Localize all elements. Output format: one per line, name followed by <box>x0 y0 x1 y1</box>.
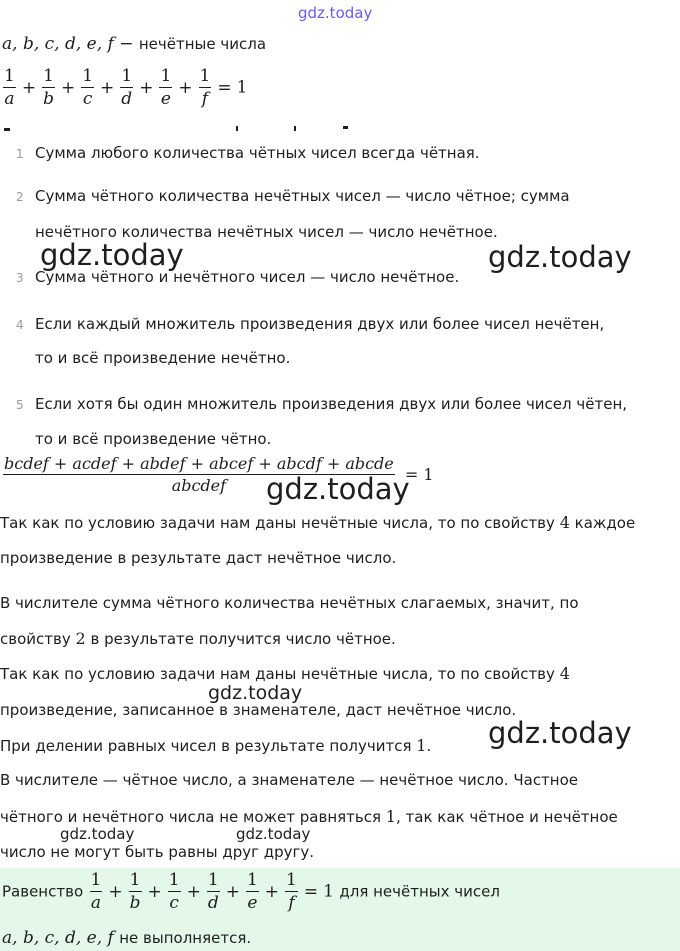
fraction-d: $\frac{1}{d}$ <box>121 66 133 109</box>
fraction-b: $\frac{1}{b}$ <box>129 870 141 913</box>
list-item: Если каждый множитель произведения двух или более чисел нечётен, <box>35 315 605 333</box>
conclusion-box <box>0 868 680 951</box>
intro-line <box>2 34 266 54</box>
paragraph-4: При делении равных чисел в результате получится 1. <box>0 736 432 755</box>
list-item-cont: то и всё произведение нечётно. <box>35 349 291 367</box>
conclusion-line-1: Равенство $\frac{1}{a}$ + $\frac{1}{b}$ + $\frac{1}{c}$ + $\frac{1}{d}$ + $\frac{1}{e}$ + $\frac{1}{f}$ = 1 для нечётных чисел <box>2 870 500 913</box>
fraction-e: $\frac{1}{e}$ <box>246 870 258 913</box>
watermark: gdz.today <box>266 472 410 506</box>
big-fraction-rhs: = 1 <box>404 465 434 484</box>
clipped-text-line <box>0 124 680 136</box>
watermark: gdz.today <box>488 240 632 274</box>
fraction-c: $\frac{1}{c}$ <box>168 870 180 913</box>
conclusion-line-2: a, b, c, d, e, f не выполняется. <box>2 928 252 948</box>
list-item-cont: нечётного количества нечётных чисел — число нечётное. <box>35 223 498 241</box>
paragraph-1-line-1: Так как по условию задачи нам даны нечётные числа, то по свойству 4 каждое <box>0 513 636 532</box>
list-item: Сумма чётного количества нечётных чисел — число чётное; сумма <box>35 187 570 205</box>
fraction-e: $\frac{1}{e}$ <box>160 66 172 109</box>
list-number: 5 <box>16 398 24 412</box>
paragraph-3-line-1: Так как по условию задачи нам даны нечётные числа, то по свойству 4 <box>0 664 570 683</box>
fraction-d: $\frac{1}{d}$ <box>207 870 219 913</box>
fraction-a: $\frac{1}{a}$ <box>90 870 102 913</box>
big-fraction-numerator: bcdef + acdef + abdef + abcef + abcdf + abcde <box>4 454 394 473</box>
list-item-cont: то и всё произведение чётно. <box>35 430 272 448</box>
list-item: Если хотя бы один множитель произведения двух или более чисел чётен, <box>35 395 628 413</box>
equation-rhs: 1 <box>236 77 248 98</box>
fraction-c: $\frac{1}{c}$ <box>82 66 94 109</box>
paragraph-3-line-2: произведение, записанное в знаменателе, даст нечётное число. <box>0 701 517 719</box>
list-item: Сумма чётного и нечётного чисел — число нечётное. <box>35 268 460 286</box>
watermark-top: gdz.today <box>298 4 373 22</box>
fraction-a: $\frac{1}{a}$ <box>4 66 15 109</box>
paragraph-5-line-1: В числителе — чётное число, а знаменателе — нечётное число. Частное <box>0 771 579 789</box>
intro-dash: − <box>119 34 134 54</box>
list-number: 3 <box>16 271 24 285</box>
paragraph-2-line-1: В числителе сумма чётного количества нечётных слагаемых, значит, по <box>0 594 579 612</box>
watermark: gdz.today <box>488 716 632 750</box>
paragraph-2-line-2: свойству 2 в результате получится число чётное. <box>0 629 396 648</box>
watermark: gdz.today <box>40 238 184 272</box>
big-fraction-denominator: abcdef <box>3 474 395 495</box>
intro-text: нечётные числа <box>138 35 267 53</box>
watermark: gdz.today <box>208 682 303 704</box>
paragraph-1-line-2: произведение в результате даст нечётное число. <box>0 549 397 567</box>
intro-vars: a, b, c, d, e, f <box>2 34 114 54</box>
paragraph-5-line-3: число не могут быть равны друг другу. <box>0 843 315 861</box>
list-number: 4 <box>16 318 24 332</box>
fraction-f: $\frac{1}{f}$ <box>286 870 297 913</box>
watermark: gdz.today <box>60 825 135 843</box>
list-number: 1 <box>16 147 24 161</box>
paragraph-5-line-2: чётного и нечётного числа не может равняться 1, так как чётное и нечётное <box>0 807 618 826</box>
fraction-f: $\frac{1}{f}$ <box>199 66 211 109</box>
list-number: 2 <box>16 190 24 204</box>
watermark: gdz.today <box>236 825 311 843</box>
main-equation: $\frac{1}{a}$ + $\frac{1}{b}$ + $\frac{1}{c}$ + $\frac{1}{d}$ + $\frac{1}{e}$ + $\frac{1}{f}$ = 1 <box>4 66 248 109</box>
list-item: Сумма любого количества чётных чисел всегда чётная. <box>35 144 480 162</box>
fraction-b: $\frac{1}{b}$ <box>43 66 54 109</box>
